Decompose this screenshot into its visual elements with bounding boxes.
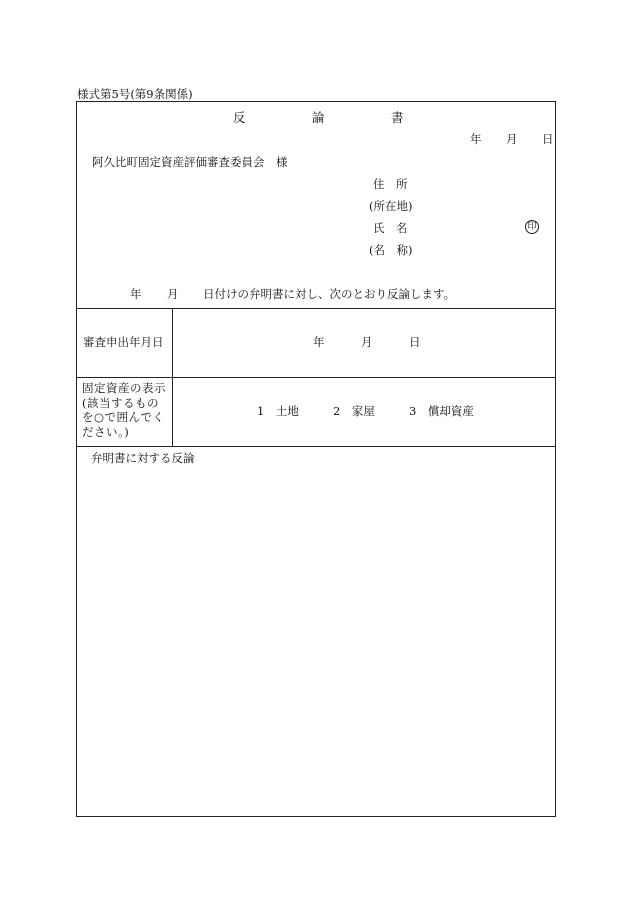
review-date-year: 年 <box>313 335 325 349</box>
title-char-1: 反 <box>233 110 246 125</box>
review-date-label: 審査申出年月日 <box>83 335 164 349</box>
review-date-day: 日 <box>409 335 421 349</box>
name-label: 氏 名 <box>373 221 408 235</box>
address-label: 住 所 <box>373 177 408 191</box>
seal-mark: 印 <box>525 220 539 234</box>
statement-text: 日付けの弁明書に対し、次のとおり反論します。 <box>203 287 456 301</box>
property-label <box>82 381 170 439</box>
date-year-label: 年 <box>470 132 482 146</box>
form-number: 様式第5号(第9条関係) <box>77 87 193 101</box>
date-day-label: 日 <box>542 132 554 146</box>
date-month-label: 月 <box>506 132 518 146</box>
title-char-3: 書 <box>391 110 404 125</box>
property-label-line-2: (該当するもの <box>82 395 159 410</box>
name-sub-label: (名 称) <box>369 243 413 257</box>
property-label-line-1: 固定資産の表示 <box>82 381 166 395</box>
review-date-month: 月 <box>361 335 373 349</box>
table-bottom-rule <box>77 446 555 447</box>
statement-year-label: 年 <box>130 287 142 301</box>
address-sub-label: (所在地) <box>369 199 413 213</box>
title-char-2: 論 <box>312 110 325 125</box>
rebuttal-text-area[interactable] <box>78 468 554 814</box>
statement-month-label: 月 <box>167 287 179 301</box>
rebuttal-label: 弁明書に対する反論 <box>91 451 195 465</box>
property-label-line-4: ださい。) <box>82 424 130 439</box>
table-middle-rule <box>77 377 555 378</box>
property-label-line-3: を○で囲んでく <box>82 410 165 424</box>
addressee: 阿久比町固定資産評価審査委員会 様 <box>92 155 288 169</box>
property-option-land[interactable]: 1 土地 <box>257 404 299 418</box>
property-option-depreciable-assets[interactable]: 3 償却資産 <box>409 404 474 418</box>
rebuttal-form <box>76 101 556 817</box>
table-top-rule <box>77 308 555 309</box>
property-option-house[interactable]: 2 家屋 <box>333 404 375 418</box>
